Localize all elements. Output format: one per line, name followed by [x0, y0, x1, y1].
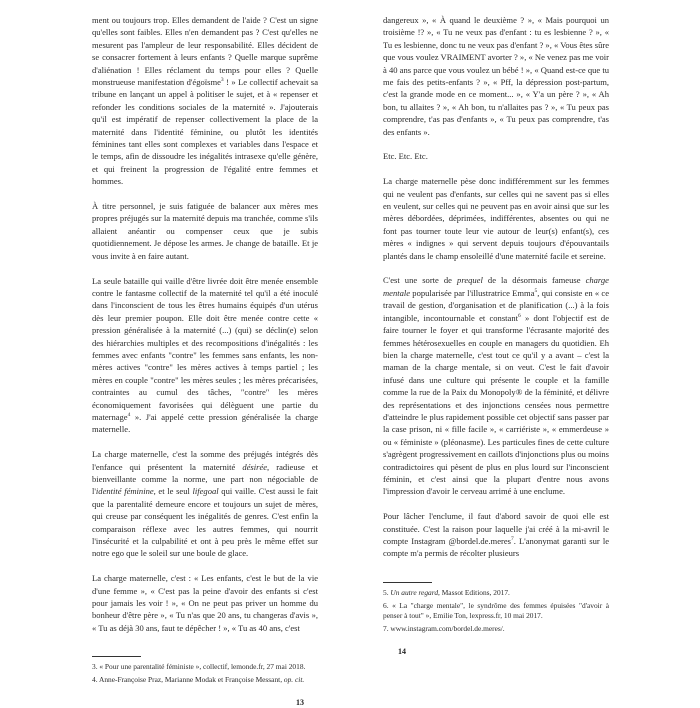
text: À titre personnel, je suis fatiguée de balancer aux mères mes propres préjugés sur la maternité depuis ma tranchée, comme s'ils allaient anéantir ou compenser ceux que je subis quotidiennement. Je dépose les armes. Je change de bataille. Et je vous invite à en faire autant.: [92, 201, 318, 261]
text: , et le seul: [153, 486, 193, 497]
right-page-body: [383, 14, 609, 560]
paragraph: [92, 448, 318, 560]
text: . L'anonymat garanti sur le compte m'a permis de récolter plusieurs: [383, 536, 610, 559]
text: ment ou toujours trop. Elles demandent de l'aide ? C'est un signe qu'elles sont faibles. Elles n'en demandent pas ? C'est qu'elles ne mesurent pas l'ampleur de leur responsabilité. Elles décident de se consacrer fortement à leurs enfants ? Quelle marque suprême d'aliénation ! Elles réclament du temps pour elles ? Quelle monstrueuse manifestation d'égoïsme: [92, 15, 318, 88]
footnote-rule: [383, 582, 432, 583]
paragraph: [92, 275, 318, 436]
paragraph: [383, 14, 609, 138]
right-footnotes: [383, 588, 609, 637]
left-page-body: [92, 14, 318, 634]
text: ». J'ai appelé cette pression généralisée la charge maternelle.: [92, 411, 318, 435]
text: La charge maternelle, c'est la somme des préjugés intégrés dès l'enfance qui présentent la maternité: [92, 449, 318, 472]
footnote: [383, 588, 609, 598]
paragraph: [92, 200, 318, 262]
paragraph: [383, 274, 609, 497]
right-page: [383, 14, 609, 657]
italic-text: op. cit.: [283, 675, 305, 685]
paragraph: [92, 14, 318, 188]
text: 5.: [383, 587, 391, 597]
footnote: [92, 675, 318, 685]
italic-text: lifegoal: [192, 486, 219, 497]
footnote-ref: 4: [127, 411, 131, 418]
footnote: [383, 624, 609, 634]
left-footnotes: [92, 662, 318, 688]
footnote: [383, 601, 609, 621]
text: 6. « La "charge mentale", le syndrôme des femmes épuisées "d'avoir à penser à tout" », Emilie Ton, lexpress.fr, 10 mai 2017.: [383, 600, 609, 620]
footnote: [92, 662, 318, 672]
page-number: 14: [398, 646, 406, 656]
italic-text: identité féminine: [95, 486, 154, 497]
text: 4. Anne-Françoise Praz, Marianne Modak et Françoise Messant,: [92, 675, 284, 685]
footnote-ref: 3: [220, 77, 224, 84]
text: 3. « Pour une parentalité féministe », collectif, lemonde.fr, 27 mai 2018.: [92, 662, 306, 672]
text: » dont l'objectif est de faire tourner le foyer et qui transforme l'écrasante majorité des femmes hétérosexuelles en couple en managers du quotidien. Eh bien la charge maternelle, c'est tout ce qu'il y a avant – c'est la maman de la charge mentale, si on veut. C'est le fait d'avoir infusé dans une culture qui présente le couple et la famille comme la rue de la Paix du Monopoly® de la féminité, et délivre des représentations et des injonctions censées nous permettre d'atteindre le plus rapidement possible cet objectif sans passer par la case prison, ni « fille facile », « carriériste », « emmerdeuse » ou « féministe » (pléonasme). Les particules fines de cette culture s'agrègent progressivement en caillots d'injonctions plus ou moins contradictoires qui pèsent de plus en plus lourd sur l'inconscient féminin, et c'est ainsi que la plupart d'entre nous avons l'impression d'avoir le cerveau arrimé à une enclume.: [383, 312, 609, 497]
text: C'est une sorte de: [383, 275, 458, 286]
left-page: [92, 14, 318, 708]
footnote-rule: [92, 656, 141, 657]
footnote-ref: 7: [510, 536, 514, 542]
text: , qui consiste en « ce travail de gestion, d'organisation et de planification (...) à la fois intangible, incontournable et constant: [383, 287, 609, 323]
footnote-ref: 6: [517, 312, 521, 319]
text: 7. www.instagram.com/bordel.de.meres/.: [383, 623, 505, 633]
italic-text: prequel: [457, 275, 483, 286]
text: , radieuse et bienveillante comme la norme, une part non négociable de l': [92, 461, 318, 497]
text: ! » Le collectif achevait sa tribune en lançant un appel à politiser le sujet, et à « repenser et refonder les conditions sociales de la maternité ». J'ajouterais qu'il est impératif de repenser collectivement la place de la maternité dans l'identité féminine, ou plutôt les identités féminines tant elles sont complexes et variables dans l'espace et le temps, afin de dissoudre les inégalités intrasexe qu'elle génère, et qui freinent la progression de l'égalité entre femmes et hommes.: [92, 77, 319, 187]
text: Pour lâcher l'enclume, il faut d'abord savoir de quoi elle est constituée. C'est la raison pour laquelle j'ai créé à la mi-avril le compte Instagram @bordel.de.meres: [383, 511, 609, 546]
page-number: 13: [296, 698, 304, 708]
text: La charge maternelle, c'est : « Les enfants, c'est le but de la vie d'une femme », « C'est pas la peine d'avoir des enfants si c'est pour jamais les voir ! », « On ne peut pas priver un homme du bonheur d'être père », « Tu n'as que 20 ans, tu changeras d'avis », « Tu as déjà 30 ans, faut te dépêcher ! », « Tu as 40 ans, c'est: [92, 573, 318, 633]
text: dangereux », « À quand le deuxième ? », « Mais pourquoi un troisième !? », « Tu ne veux pas d'enfant : tu es lesbienne ? », « Tu es lesbienne, donc tu ne veux pas d'enfant ? », « Vous êtes sûre que vous voulez VRAIMENT avorter ? », « Ne venez pas me voir à 40 ans parce que vous voulez un bébé ! », « Quand est-ce que tu me fais des petits-enfants ? », « Pff, la dépression post-partum, c'est la grande mode en ce moment... », « Y'a un père ? », « Ah bon, tu allaites ? », « Ah bon, tu n'allaites pas ? », « Tu peux pas comprendre, t'as pas d'enfants », « Tu peux pas comprendre, t'as des enfants ».: [383, 15, 609, 137]
text: , Massot Editions, 2017.: [438, 587, 510, 597]
text: de la désormais fameuse: [482, 275, 586, 286]
paragraph: [383, 150, 609, 162]
text: qui vaille. C'est aussi le fait que la parentalité demeure encore et toujours un sujet de mères, qui creuse par conséquent les inégalités de genres. C'est enfin la comparaison réflexe avec les autres femmes, qui nourrit l'insécurité et la culpabilité et ont à peu près le même effet sur notre ego que le soleil sur une boule de glace.: [92, 486, 318, 559]
footnote-ref: 5: [534, 287, 538, 294]
text: La charge maternelle pèse donc indifféremment sur les femmes qui ne veulent pas d'enfants, sur celles qui ne savent pas si elles en veulent, sur celles qui ne peuvent pas en avoir ainsi que sur les mères débordées, déprimées, indifférentes, absentes ou qui ne font pas tourner toute leur vie autour de leur(s) enfant(s), ces mères « indignes » qui servent depuis toujours d'épouvantails plantés dans le champ ensoleillé d'une maternité facile et sereine.: [383, 176, 609, 261]
text: Etc. Etc. Etc.: [383, 151, 428, 162]
italic-text: Un autre regard: [390, 587, 439, 597]
italic-text: charge mentale: [383, 275, 609, 298]
text: La seule bataille qui vaille d'être livrée doit être menée ensemble contre le fantasme collectif de la maternité tel qu'il a été inoculé dans l'inconscient de tous les êtres humains équipés d'un utérus dès leur premier poupon. Elle doit être menée contre cette « pression généralisée à la maternité (...) (qui) se déclin(e) selon des hiérarchies multiples et des recompositions d'inégalités : les femmes avec enfants "contre" les femmes sans enfants, les non-mères actives "contre" les mères actives à temps partiel ; les mères en couple "contre" les mères seules ; les mères précarisées, contraintes au cumul des tâches, "contre" les mères économiquement favorisées qui délèguent une partie du maternage: [92, 275, 318, 422]
italic-text: désirée: [242, 461, 268, 472]
paragraph: [383, 175, 609, 262]
paragraph: [383, 510, 609, 560]
text: popularisée par l'illustratrice Emma: [410, 287, 535, 298]
paragraph: [92, 572, 318, 634]
